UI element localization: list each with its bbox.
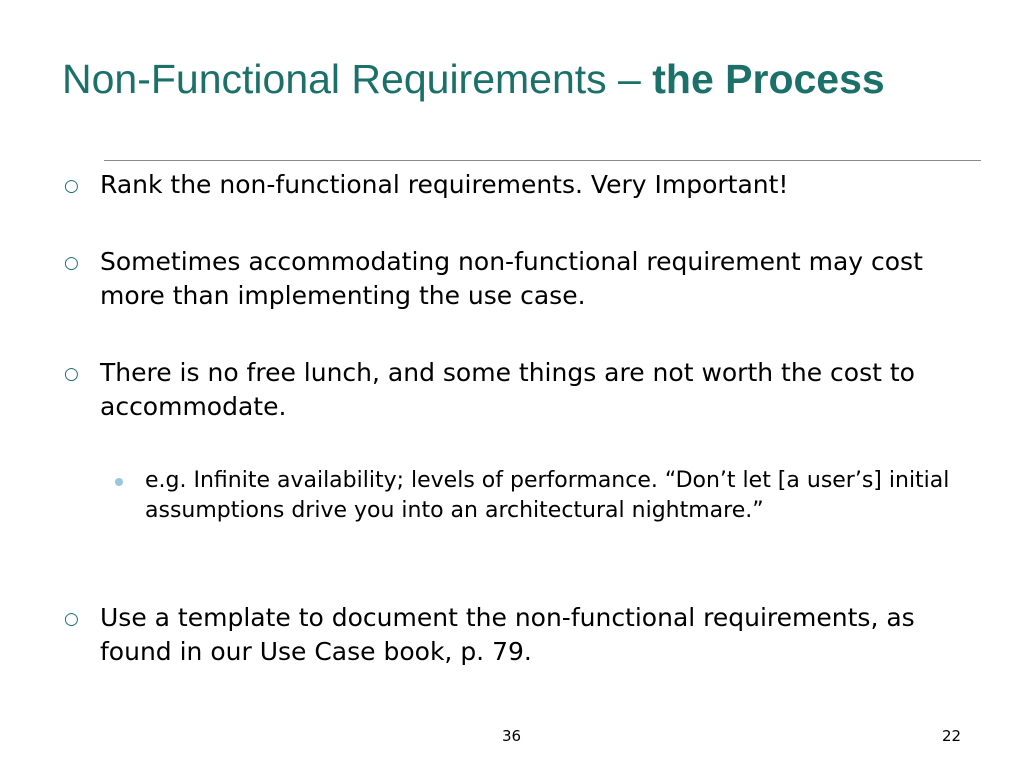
footer-page-number: 22 [942,727,962,745]
slide-title-emphasis: the Process [652,56,885,102]
hollow-circle-bullet-icon: ○ [64,364,79,384]
sub-bullet-item [145,466,975,526]
slide-title-text: Non-Functional Requirements – [62,56,653,102]
sub-bullet-text: e.g. Infinite availability; levels of performance. “Don’t let [a user’s] initial assumptions drive you into an architectural nightmare.” [145,468,950,523]
footer-slide-number: 36 [502,727,522,745]
bullet-item [64,245,970,313]
filled-dot-bullet-icon [115,478,123,486]
bullet-item [64,168,970,202]
hollow-circle-bullet-icon: ○ [64,176,79,196]
bullet-text: Sometimes accommodating non-functional requirement may cost more than implementing the use case. [100,247,923,310]
bullet-item [64,356,970,424]
hollow-circle-bullet-icon: ○ [64,253,79,273]
bullet-item [64,601,970,669]
hollow-circle-bullet-icon: ○ [64,609,79,629]
title-divider [104,160,981,161]
bullet-text: There is no free lunch, and some things are not worth the cost to accommodate. [100,358,915,421]
bullet-text: Rank the non-functional requirements. Very Important! [100,170,789,199]
slide-title [62,54,885,104]
bullet-text: Use a template to document the non-functional requirements, as found in our Use Case book, p. 79. [100,603,915,666]
